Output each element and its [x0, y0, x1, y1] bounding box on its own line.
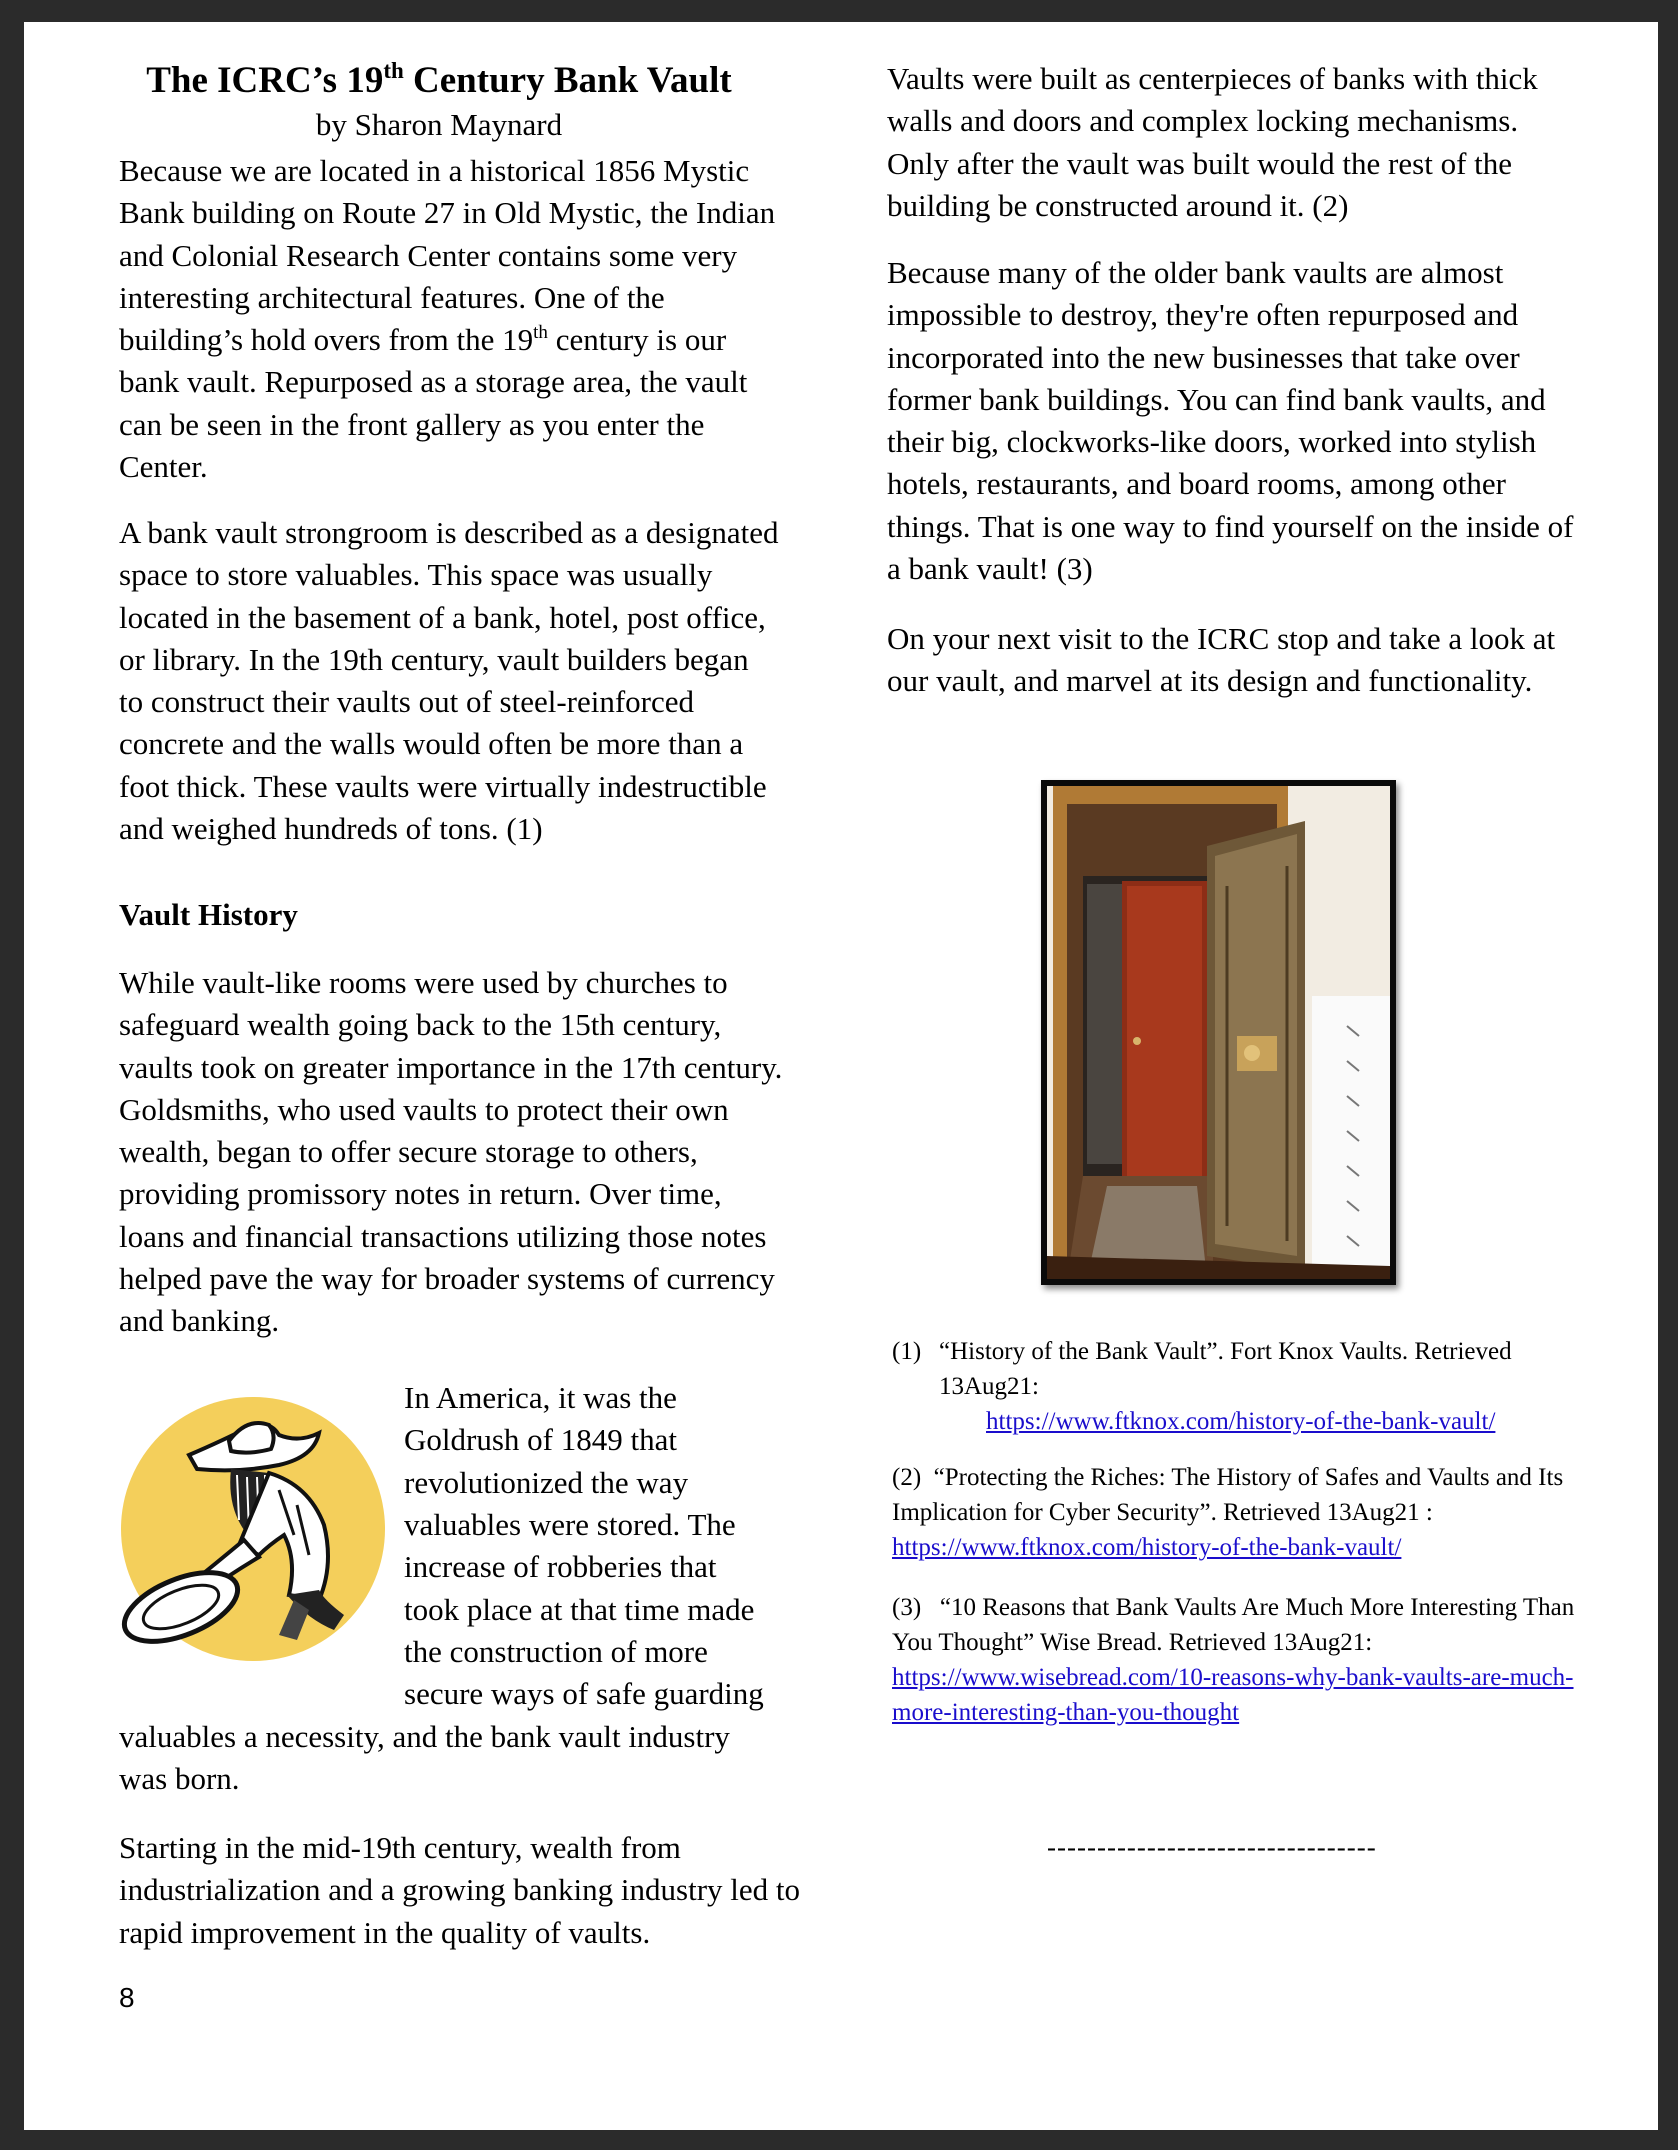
- document-page: [24, 22, 1658, 2130]
- paragraph-strongroom: A bank vault strongroom is described as a designated space to store valuables. This space was usually located in the basement of a bank, hotel, post office, or library. In the 19th century, vault builders began to construct their vaults out of steel-reinforced concrete and the walls would often be more than a foot thick. These vaults were virtually indestructible and weighed hundreds of tons. (1): [119, 515, 779, 847]
- reference-link[interactable]: https://www.ftknox.com/history-of-the-bank-vault/: [892, 1534, 1402, 1561]
- paragraph-centerpieces: Vaults were built as centerpieces of banks with thick walls and doors and complex locking mechanisms. Only after the vault was built would the rest of the building be constructed around it. (2): [887, 61, 1538, 223]
- article-byline: by Sharon Maynard: [315, 107, 563, 142]
- paragraph-intro: Because we are located in a historical 1856 Mystic Bank building on Route 27 in Old Mystic, the Indian and Colonial Research Center contains some very interesting architectural features. One of the building’s hold overs from the 19th century is our bank vault. Repurposed as a storage area, the vault can be seen in the front gallery as you enter the Center.: [119, 153, 776, 485]
- heading-vault-history: Vault History: [119, 897, 298, 932]
- paragraph-mid-19th: Starting in the mid-19th century, wealth from industrialization and a growing banking industry led to rapid improvement in the quality of vaults.: [119, 1830, 801, 1950]
- reference-link[interactable]: https://www.ftknox.com/history-of-the-bank-vault/: [986, 1408, 1496, 1435]
- goldrush-line: took place at that time made: [404, 1592, 755, 1627]
- goldrush-line: valuables were stored. The: [404, 1507, 736, 1542]
- gold-prospector-illustration: [119, 1395, 387, 1663]
- goldrush-line: increase of robberies that: [404, 1549, 717, 1584]
- reference-text: (2) “Protecting the Riches: The History of Safes and Vaults and Its Implication for Cyber Security”. Retrieved 13Aug21 :: [892, 1464, 1564, 1526]
- paragraph-repurposed: Because many of the older bank vaults are almost impossible to destroy, they're often repurposed and incorporated into the new businesses that take over former bank buildings. You can find bank vaults, and their big, clockworks-like doors, worked into stylish hotels, restaurants, and board rooms, among other things. That is one way to find yourself on the inside of a bank vault! (3): [887, 255, 1574, 587]
- reference-marker: (1): [892, 1338, 922, 1365]
- paragraph-goldrush-tail: valuables a necessity, and the bank vault industry was born.: [119, 1719, 730, 1797]
- open-vault-door-photo: [1041, 780, 1396, 1285]
- paragraph-next-visit: On your next visit to the ICRC stop and take a look at our vault, and marvel at its design and functionality.: [887, 621, 1556, 699]
- reference-text: (3) “10 Reasons that Bank Vaults Are Much More Interesting Than You Thought” Wise Bread. Retrieved 13Aug21: https://www.wisebread.com/10-reasons-why-bank-vaults-are-much-more-interesting-than-you-thought: [892, 1594, 1575, 1726]
- reference-link[interactable]: https://www.wisebread.com/10-reasons-why-bank-vaults-are-much-more-interesting-than-you-thought: [892, 1664, 1574, 1726]
- goldrush-line: Goldrush of 1849 that: [404, 1422, 677, 1457]
- goldrush-line: secure ways of safe guarding: [404, 1676, 764, 1711]
- reference-text: “History of the Bank Vault”. Fort Knox Vaults. Retrieved 13Aug21:: [939, 1338, 1512, 1400]
- article-title: The ICRC’s 19th Century Bank Vault: [146, 58, 732, 101]
- goldrush-line: In America, it was the: [404, 1380, 677, 1415]
- goldrush-line: revolutionized the way: [404, 1465, 689, 1500]
- goldrush-line: the construction of more: [404, 1634, 708, 1669]
- paragraph-history: While vault-like rooms were used by churches to safeguard wealth going back to the 15th century, vaults took on greater importance in the 17th century. Goldsmiths, who used vaults to protect their own wealth, began to offer secure storage to others, providing promissory notes in return. Over time, loans and financial transactions utilizing those notes helped pave the way for broader systems of currency and banking.: [119, 965, 783, 1339]
- page-number: 8: [119, 1982, 135, 2013]
- section-divider: ---------------------------------: [1047, 1832, 1377, 1862]
